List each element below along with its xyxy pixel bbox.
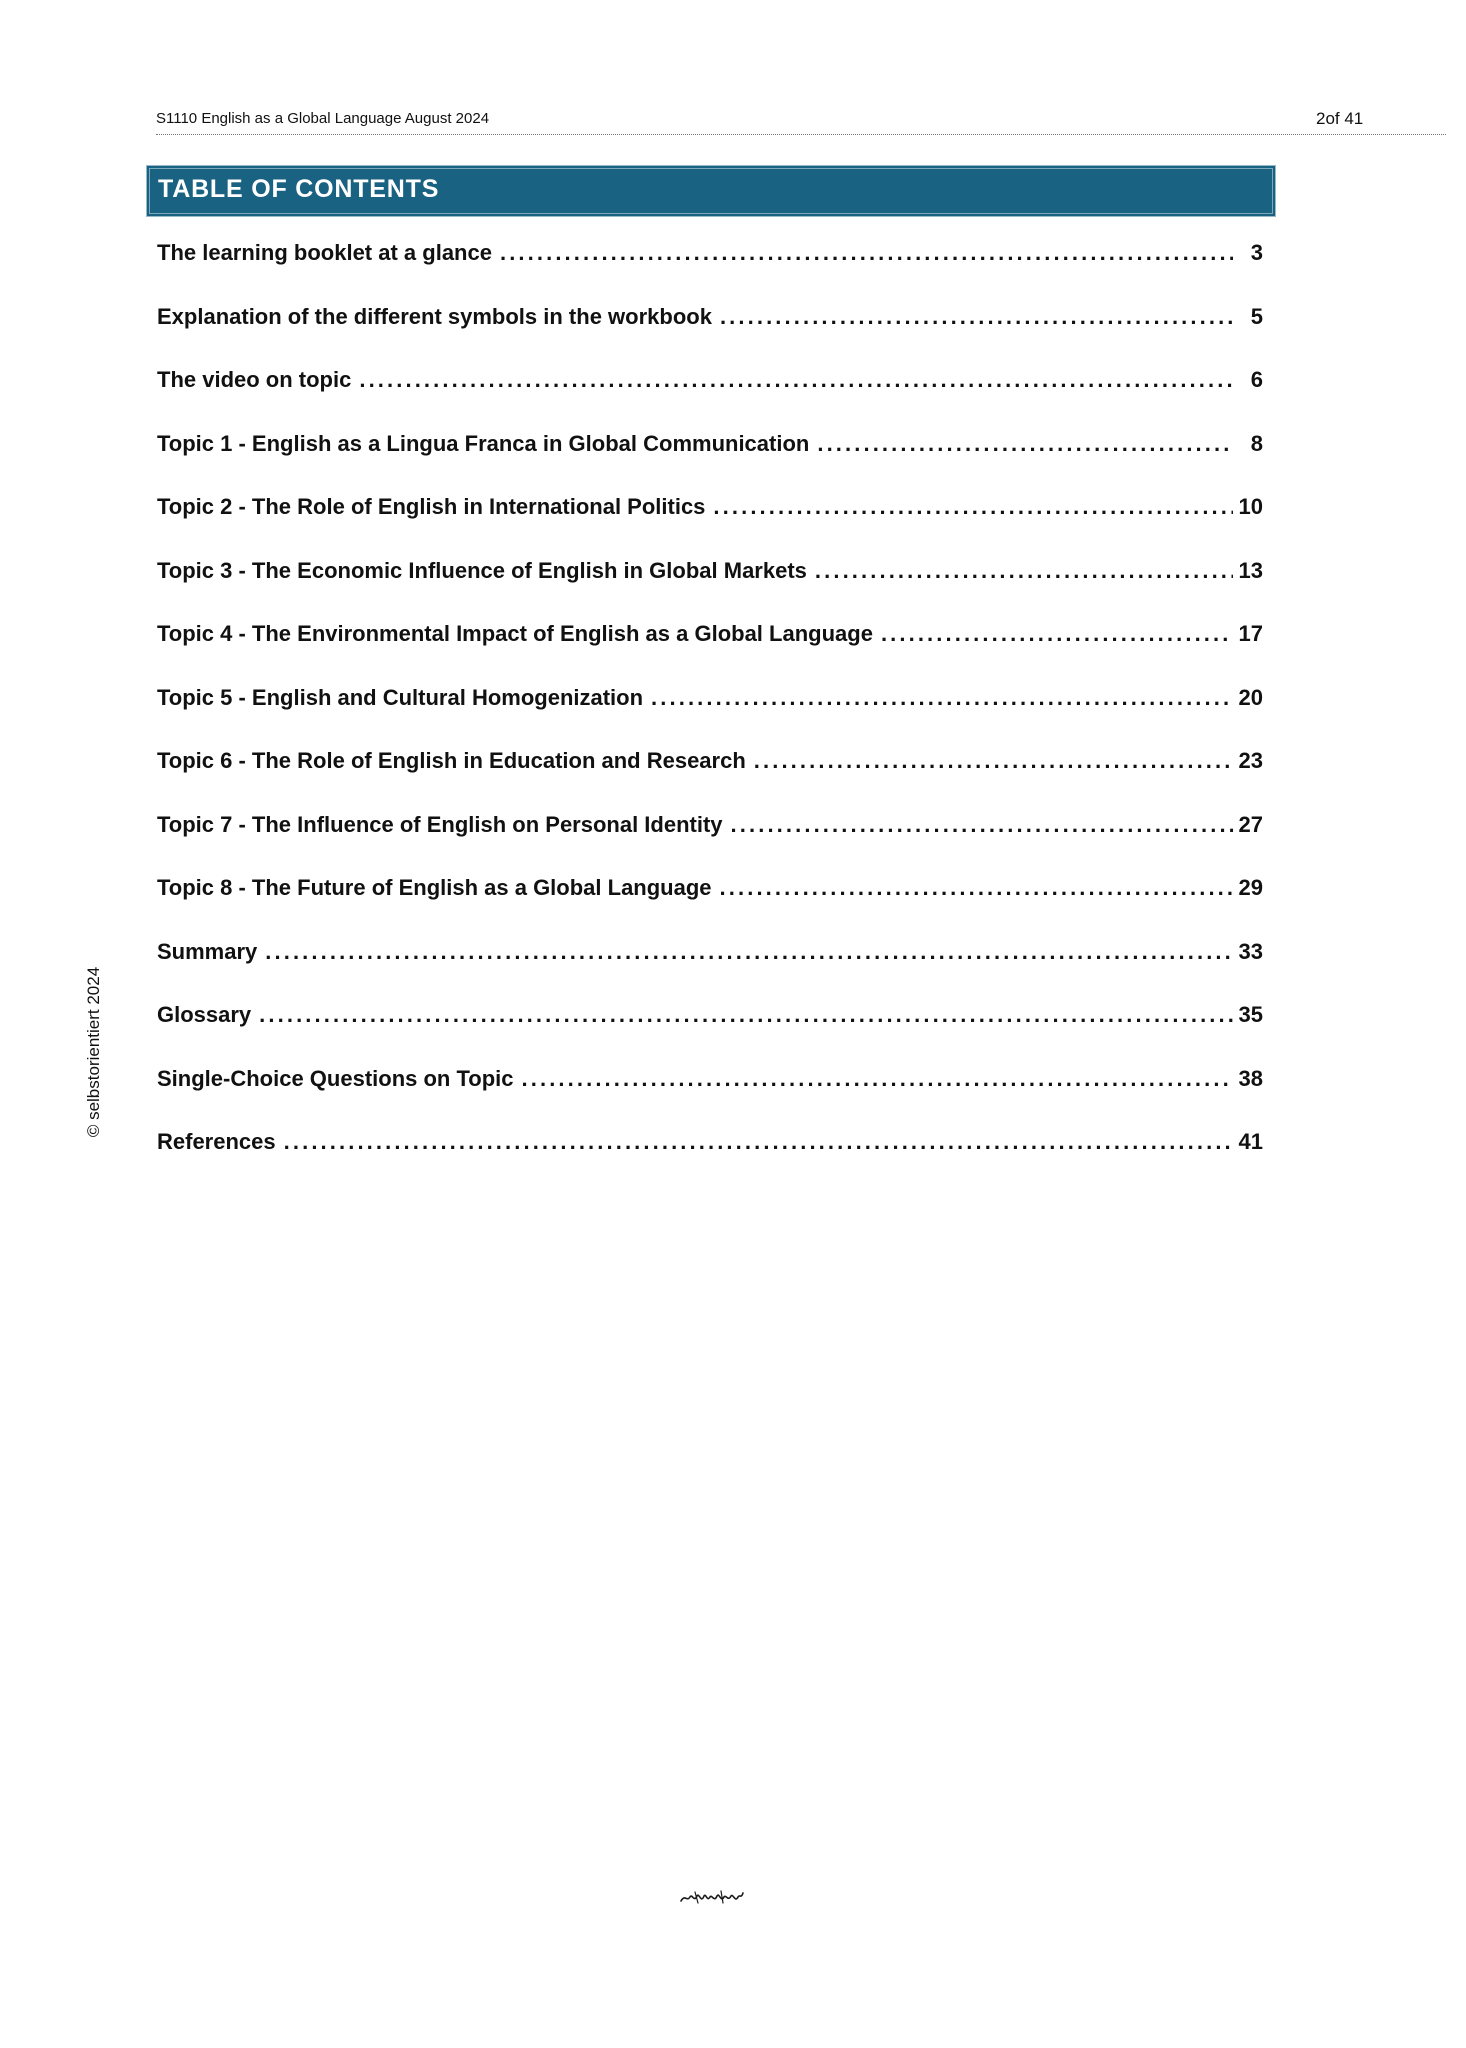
copyright-notice: © selbstorientiert 2024 — [84, 966, 103, 1138]
toc-entry-label: Topic 2 - The Role of English in International Politics — [157, 494, 706, 519]
toc-entry[interactable] — [157, 812, 1263, 876]
toc-entry[interactable] — [157, 431, 1263, 495]
toc-dot-leader — [731, 812, 1233, 838]
toc-dot-leader — [815, 558, 1233, 584]
toc-entry[interactable] — [157, 1002, 1263, 1066]
toc-entry-page: 33 — [1238, 938, 1263, 964]
toc-entry[interactable] — [157, 304, 1263, 368]
page-header — [156, 108, 1446, 135]
toc-entry-label: Glossary — [157, 1002, 252, 1027]
toc-dot-leader — [817, 431, 1233, 457]
toc-entry-label: Summary — [157, 938, 258, 964]
toc-entry-page: 35 — [1238, 1002, 1263, 1027]
toc-entry-page: 10 — [1238, 494, 1263, 519]
toc-entry-label: Topic 8 - The Future of English as a Global Language — [157, 875, 712, 900]
toc-dot-leader — [259, 1002, 1233, 1028]
toc-entry-label: Topic 7 - The Influence of English on Personal Identity — [157, 811, 723, 837]
toc-entry-page: 41 — [1238, 1129, 1263, 1154]
toc-entry-label: Topic 4 - The Environmental Impact of English as a Global Language — [157, 621, 873, 646]
toc-dot-leader — [713, 494, 1233, 520]
toc-entry[interactable] — [157, 494, 1263, 558]
toc-dot-leader — [720, 875, 1233, 901]
toc-dot-leader — [359, 367, 1233, 393]
toc-heading: TABLE OF CONTENTS — [158, 175, 440, 203]
toc-entry-page: 20 — [1238, 684, 1263, 710]
page-indicator: 2of 41 — [1316, 109, 1364, 128]
toc-entry[interactable] — [157, 558, 1263, 622]
toc-entry-page: 29 — [1238, 875, 1263, 900]
toc-entry-page: 3 — [1250, 240, 1263, 265]
toc-entry[interactable] — [157, 1129, 1263, 1193]
toc-dot-leader — [500, 240, 1233, 266]
toc-entry-page: 5 — [1250, 303, 1263, 329]
toc-entry-label: The learning booklet at a glance — [157, 240, 492, 265]
toc-entry-label: Topic 6 - The Role of English in Education and Research — [157, 748, 746, 773]
toc-dot-leader — [881, 621, 1233, 647]
toc-entry-page: 27 — [1238, 811, 1263, 837]
toc-dot-leader — [651, 685, 1233, 711]
toc-entry-label: The video on topic — [157, 367, 352, 392]
toc-entry[interactable] — [157, 367, 1263, 431]
toc-entry[interactable] — [157, 939, 1263, 1003]
toc-entry[interactable] — [157, 240, 1263, 304]
toc-entry-page: 17 — [1238, 621, 1263, 646]
toc-dot-leader — [265, 939, 1233, 965]
toc-entry-page: 8 — [1250, 430, 1263, 456]
toc-entry-label: Single-Choice Questions on Topic — [157, 1065, 514, 1091]
toc-entry-label: Explanation of the different symbols in the workbook — [157, 303, 712, 329]
toc-entry[interactable] — [157, 621, 1263, 685]
toc-dot-leader — [720, 304, 1233, 330]
toc-entry-page: 13 — [1238, 557, 1263, 583]
toc-dot-leader — [522, 1066, 1233, 1092]
toc-dot-leader — [284, 1129, 1233, 1155]
toc-dot-leader — [754, 748, 1233, 774]
toc-entry[interactable] — [157, 748, 1263, 812]
toc-entry-page: 23 — [1238, 748, 1263, 773]
toc-entry-page: 6 — [1250, 367, 1263, 392]
toc-list — [157, 240, 1263, 1193]
toc-entry-label: Topic 5 - English and Cultural Homogenization — [157, 684, 644, 710]
toc-entry-page: 38 — [1238, 1065, 1263, 1091]
toc-entry[interactable] — [157, 875, 1263, 939]
toc-entry-label: Topic 3 - The Economic Influence of English in Global Markets — [157, 557, 807, 583]
document-title: S1110 English as a Global Language August 2024 — [156, 110, 490, 127]
toc-entry-label: Topic 1 - English as a Lingua Franca in Global Communication — [157, 430, 810, 456]
toc-entry[interactable] — [157, 1066, 1263, 1130]
toc-entry[interactable] — [157, 685, 1263, 749]
brand-logo — [677, 1884, 747, 1910]
toc-heading-banner — [146, 165, 1276, 217]
toc-entry-label: References — [157, 1129, 276, 1154]
